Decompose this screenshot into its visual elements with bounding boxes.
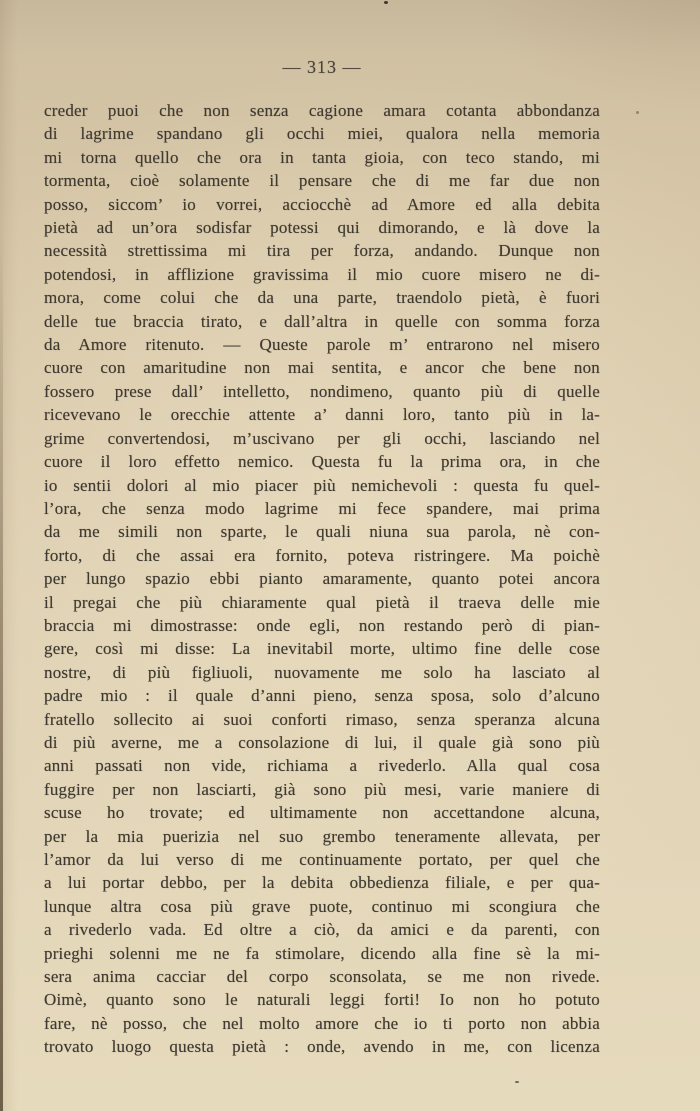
text-line: per lungo spazio ebbi pianto amaramente, quanto potei ancora <box>44 569 600 589</box>
text-line: posso, siccom’ io vorrei, acciocchè ad Amore ed alla debita <box>44 194 600 214</box>
text-line: trovato luogo questa pietà : onde, avendo in me, con licenza <box>44 1037 600 1057</box>
text-line: Oimè, quanto sono le naturali leggi forti! Io non ho potuto <box>44 990 600 1010</box>
text-line: di lagrime spandano gli occhi miei, qualora nella memoria <box>44 124 600 144</box>
text-line: ricevevano le orecchie attente a’ danni loro, tanto più in la- <box>44 405 600 425</box>
text-line: l’amor da lui verso di me continuamente portato, per quel che <box>44 850 600 869</box>
text-line: delle tue braccia tirato, e dall’altra in quelle con somma forza <box>44 311 600 331</box>
text-line: prieghi solenni me ne fa stimolare, dicendo alla fine sè la mi- <box>44 943 600 963</box>
text-line: creder puoi che non senza cagione amara cotanta abbondanza <box>44 101 600 120</box>
text-line: il pregai che più chiaramente qual pietà il traeva delle mie <box>44 592 600 612</box>
text-line: io sentii dolori al mio piacer più nemichevoli : questa fu quel- <box>44 475 600 495</box>
paper-speck <box>636 111 639 114</box>
text-line: potendosi, in afflizione gravissima il mio cuore misero ne di- <box>44 264 600 284</box>
text-line: di più averne, me a consolazione di lui, il quale già sono più <box>44 732 600 752</box>
text-line: scuse ho trovate; ed ultimamente non accettandone alcuna, <box>44 803 600 823</box>
page-text-block <box>44 99 600 1059</box>
text-line: anni passati non vide, richiama a rivederlo. Alla qual cosa <box>44 756 600 776</box>
text-line: da Amore ritenuto. — Queste parole m’ entrarono nel misero <box>44 335 600 355</box>
text-line: gere, così mi disse: La inevitabil morte, ultimo fine delle cose <box>44 639 600 659</box>
text-line: cuore con amaritudine non mai sentita, e ancor che bene non <box>44 358 600 378</box>
paper-speck <box>515 1081 519 1083</box>
text-line: l’ora, che senza modo lagrime mi fece spandere, mai prima <box>44 498 600 518</box>
text-line: da me simili non sparte, le quali niuna sua parola, nè con- <box>44 522 600 542</box>
text-line: a lui portar debbo, per la debita obbedienza filiale, e per qua- <box>44 873 600 893</box>
text-line: fuggire per non lasciarti, già sono più mesi, varie maniere di <box>44 779 600 799</box>
text-line: mora, come colui che da una parte, traendolo pietà, è fuori <box>44 288 600 308</box>
text-line: cuore il loro effetto nemico. Questa fu la prima ora, in che <box>44 452 600 472</box>
text-line: necessità strettissima mi tira per forza, andando. Dunque non <box>44 241 600 261</box>
page-number: — 313 — <box>282 57 362 77</box>
text-line: fossero prese dall’ intelletto, nondimeno, quanto più di quelle <box>44 381 600 401</box>
text-line: braccia mi dimostrasse: onde egli, non restando però di pian- <box>44 615 600 635</box>
text-line: a rivederlo vada. Ed oltre a ciò, da amici e da parenti, con <box>44 920 600 940</box>
paper-speck <box>384 1 388 4</box>
text-line: forto, di che assai era fornito, poteva ristringere. Ma poichè <box>44 545 600 565</box>
page-left-edge-shadow <box>0 230 3 1111</box>
text-line: pietà ad un’ora sodisfar potessi qui dimorando, e là dove la <box>44 218 600 238</box>
text-line: nostre, di più figliuoli, nuovamente me solo ha lasciato al <box>44 662 600 682</box>
text-line: fare, nè posso, che nel molto amore che io ti porto non abbia <box>44 1013 600 1033</box>
text-line: lunque altra cosa più grave puote, continuo mi scongiura che <box>44 896 600 916</box>
text-line: fratello sollecito ai suoi conforti rimaso, senza speranza alcuna <box>44 709 600 729</box>
text-line: per la mia puerizia nel suo grembo teneramente allevata, per <box>44 826 600 846</box>
text-line: mi torna quello che ora in tanta gioia, con teco stando, mi <box>44 147 600 167</box>
text-line: tormenta, cioè solamente il pensare che di me far due non <box>44 171 600 191</box>
text-line: padre mio : il quale d’anni pieno, senza sposa, solo d’alcuno <box>44 686 600 706</box>
text-line: sera anima cacciar del corpo sconsolata, se me non rivede. <box>44 967 600 987</box>
text-line: grime convertendosi, m’uscivano per gli occhi, lasciando nel <box>44 428 600 448</box>
